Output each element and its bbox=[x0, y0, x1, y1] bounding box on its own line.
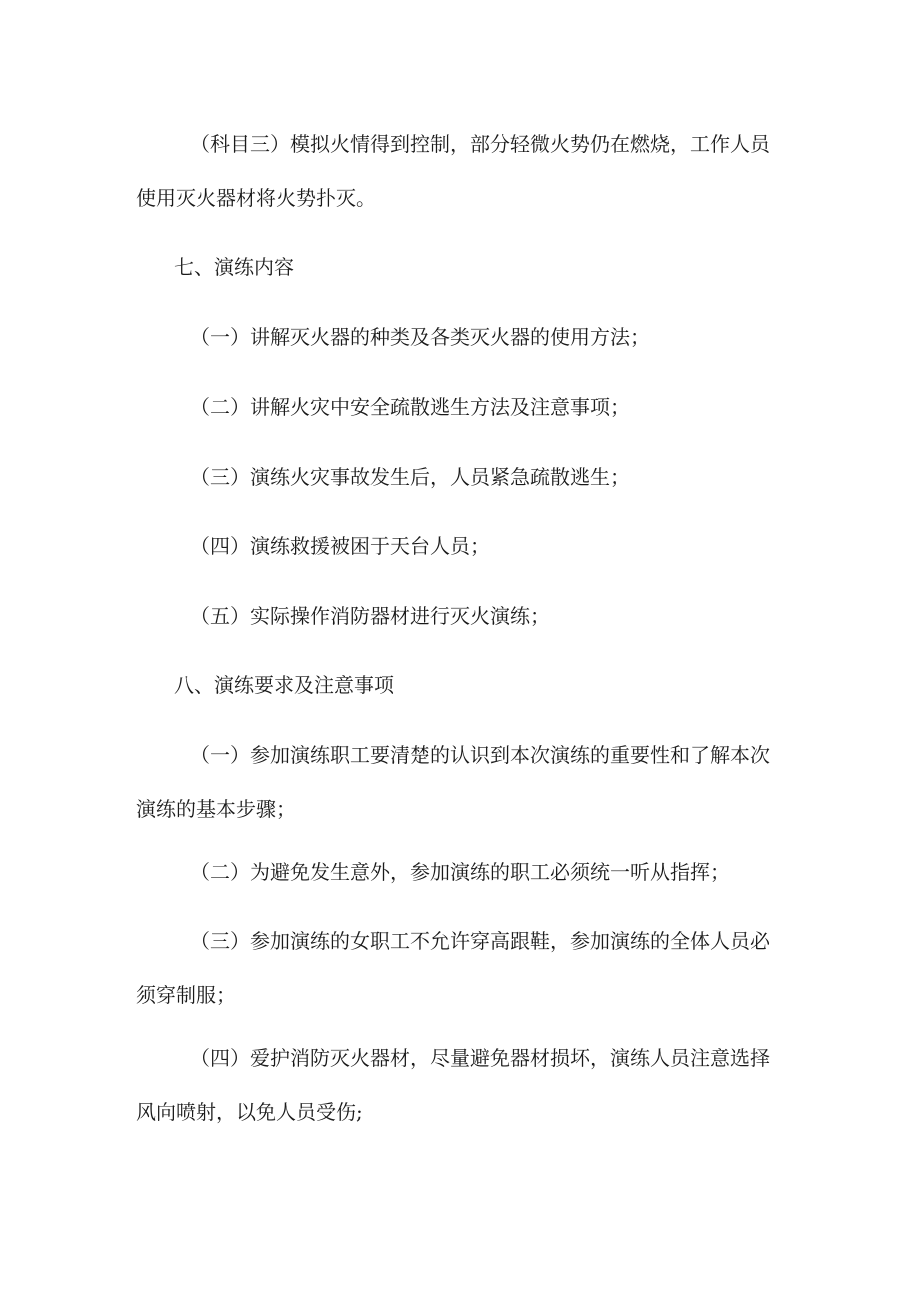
list-item: （二）讲解火灾中安全疏散逃生方法及注意事项； bbox=[190, 395, 630, 419]
section-heading-seven: 七、演练内容 bbox=[174, 255, 294, 279]
list-item: （四）演练救援被困于天台人员； bbox=[190, 534, 490, 558]
list-item: （一）讲解灭火器的种类及各类灭火器的使用方法； bbox=[190, 325, 650, 349]
list-item: （二）为避免发生意外，参加演练的职工必须统一听从指挥； bbox=[190, 860, 730, 884]
list-item: （三）演练火灾事故发生后，人员紧急疏散逃生； bbox=[190, 465, 630, 489]
list-item: （五）实际操作消防器材进行灭火演练； bbox=[190, 604, 550, 628]
paragraph-subject-three: （科目三）模拟火情得到控制，部分轻微火势仍在燃烧，工作人员使用灭火器材将火势扑灭。 bbox=[136, 132, 770, 210]
list-item: （一）参加演练职工要清楚的认识到本次演练的重要性和了解本次演练的基本步骤； bbox=[136, 743, 770, 821]
list-item: （三）参加演练的女职工不允许穿高跟鞋，参加演练的全体人员必须穿制服； bbox=[136, 929, 770, 1007]
list-item: （四）爱护消防灭火器材，尽量避免器材损坏，演练人员注意选择风向喷射，以免人员受伤; bbox=[136, 1046, 770, 1124]
section-heading-eight: 八、演练要求及注意事项 bbox=[174, 673, 394, 697]
